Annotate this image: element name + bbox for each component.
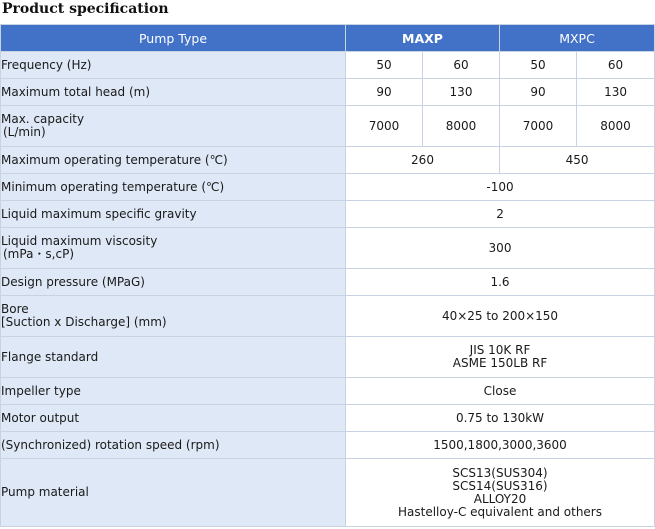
capacity-label bbox=[1, 106, 346, 147]
frequency-mxpc-1: 50 bbox=[500, 52, 577, 79]
table-row bbox=[1, 432, 655, 459]
head-mxpc-1: 90 bbox=[500, 79, 577, 106]
table-row bbox=[1, 201, 655, 228]
table-row bbox=[1, 228, 655, 269]
impeller-value: Close bbox=[346, 378, 655, 405]
frequency-mxpc-2: 60 bbox=[577, 52, 655, 79]
material-label: Pump material bbox=[1, 459, 346, 527]
pressure-value: 1.6 bbox=[346, 269, 655, 296]
table-row bbox=[1, 405, 655, 432]
material-value-line3: ALLOY20 bbox=[473, 491, 527, 506]
viscosity-value: 300 bbox=[346, 228, 655, 269]
material-value-line1: SCS13(SUS304) bbox=[452, 465, 548, 480]
bore-value: 40×25 to 200×150 bbox=[346, 296, 655, 337]
flange-value-line1: JIS 10K RF bbox=[469, 343, 531, 357]
frequency-maxp-2: 60 bbox=[423, 52, 500, 79]
head-mxpc-2: 130 bbox=[577, 79, 655, 106]
material-value bbox=[346, 459, 655, 527]
pump-type-header: Pump Type bbox=[1, 25, 346, 52]
max-temp-maxp: 260 bbox=[346, 147, 500, 174]
bore-label-line1: Bore bbox=[1, 302, 29, 316]
page-title: Product specification bbox=[2, 1, 169, 17]
table-row bbox=[1, 147, 655, 174]
spec-table bbox=[0, 24, 655, 527]
impeller-label: Impeller type bbox=[1, 378, 346, 405]
gravity-value: 2 bbox=[346, 201, 655, 228]
capacity-maxp-1: 7000 bbox=[346, 106, 423, 147]
max-temp-label: Maximum operating temperature (℃) bbox=[1, 147, 346, 174]
table-row bbox=[1, 296, 655, 337]
material-value-line4: Hastelloy-C equivalent and others bbox=[398, 504, 602, 519]
viscosity-label bbox=[1, 228, 346, 269]
bore-label-line2: [Suction x Discharge] (mm) bbox=[1, 315, 167, 329]
flange-label: Flange standard bbox=[1, 337, 346, 378]
table-row bbox=[1, 79, 655, 106]
min-temp-value: -100 bbox=[346, 174, 655, 201]
capacity-label-line1: Max. capacity bbox=[1, 112, 85, 126]
max-temp-mxpc: 450 bbox=[500, 147, 655, 174]
flange-value bbox=[346, 337, 655, 378]
table-header-row bbox=[1, 25, 655, 52]
table-row bbox=[1, 174, 655, 201]
viscosity-label-line1: Liquid maximum viscosity bbox=[1, 234, 158, 248]
frequency-maxp-1: 50 bbox=[346, 52, 423, 79]
frequency-label: Frequency (Hz) bbox=[1, 52, 346, 79]
head-label: Maximum total head (m) bbox=[1, 79, 346, 106]
head-maxp-2: 130 bbox=[423, 79, 500, 106]
pressure-label: Design pressure (MPaG) bbox=[1, 269, 346, 296]
maxp-header: MAXP bbox=[346, 25, 500, 52]
material-value-line2: SCS14(SUS316) bbox=[452, 478, 548, 493]
table-row bbox=[1, 378, 655, 405]
table-row bbox=[1, 269, 655, 296]
capacity-mxpc-2: 8000 bbox=[577, 106, 655, 147]
min-temp-label: Minimum operating temperature (℃) bbox=[1, 174, 346, 201]
speed-label: (Synchronized) rotation speed (rpm) bbox=[1, 432, 346, 459]
speed-value: 1500,1800,3000,3600 bbox=[346, 432, 655, 459]
gravity-label: Liquid maximum specific gravity bbox=[1, 201, 346, 228]
mxpc-header: MXPC bbox=[500, 25, 655, 52]
capacity-maxp-2: 8000 bbox=[423, 106, 500, 147]
motor-value: 0.75 to 130kW bbox=[346, 405, 655, 432]
bore-label bbox=[1, 296, 346, 337]
table-row bbox=[1, 52, 655, 79]
motor-label: Motor output bbox=[1, 405, 346, 432]
capacity-label-line2: (L/min) bbox=[3, 125, 46, 139]
viscosity-label-line2: (mPa・s,cP) bbox=[3, 247, 75, 261]
capacity-mxpc-1: 7000 bbox=[500, 106, 577, 147]
head-maxp-1: 90 bbox=[346, 79, 423, 106]
table-row bbox=[1, 459, 655, 527]
flange-value-line2: ASME 150LB RF bbox=[452, 356, 548, 370]
table-row bbox=[1, 106, 655, 147]
table-row bbox=[1, 337, 655, 378]
